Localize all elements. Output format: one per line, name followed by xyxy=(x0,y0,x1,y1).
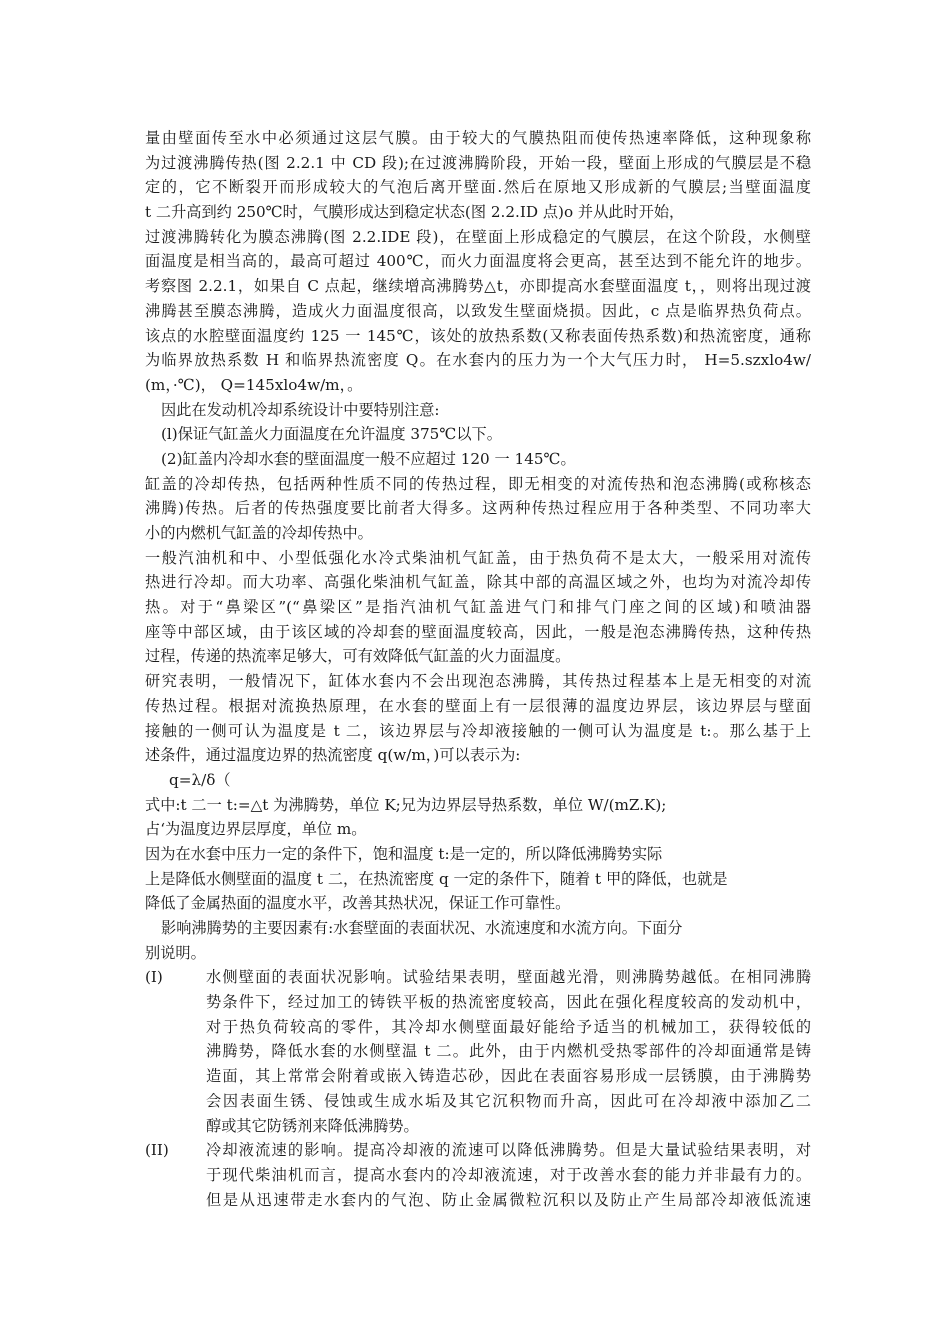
text-line: t 二升高到约 250℃时，气膜形成达到稳定状态(图 2.2.ID 点)o 并从此时开始， xyxy=(145,203,685,222)
document-page xyxy=(145,126,811,1212)
formula-line: q=λ/δ（ xyxy=(169,770,231,789)
text-line: 过程，传递的热流率足够大，可有效降低气缸盖的火力面温度。 xyxy=(145,647,571,666)
text-line: 小的内燃机气缸盖的冷却传热中。 xyxy=(145,524,373,542)
text-line: 冷却液流速的影响。提高冷却液的流速可以降低沸腾势。但是大量试验结果表明，对 xyxy=(206,1141,811,1160)
text-line: 述条件，通过温度边界的热流密度 q(w/m，)可以表示为: xyxy=(145,746,521,765)
text-line: 水侧壁面的表面状况影响。试验结果表明，壁面越光滑，则沸腾势越低。在相同沸腾 xyxy=(206,968,811,987)
text-line: 式中:t 二一 t:=△t 为沸腾势，单位 K;兄为边界层导热系数，单位 W/(mZ.K); xyxy=(145,795,667,814)
text-line: 考察图 2.2.1，如果自 C 点起，继续增高沸腾势△t，亦即提高水套壁面温度 t，，则将出现过渡 xyxy=(145,277,811,296)
text-line: 热。对于“鼻梁区”(“鼻梁区”是指汽油机气缸盖进气门和排气门座之间的区域)和喷油器 xyxy=(145,598,811,617)
list-item-number: (II) xyxy=(145,1141,169,1160)
text-line: 但是从迅速带走水套内的气泡、防止金属微粒沉积以及防止产生局部冷却液低流速 xyxy=(206,1190,811,1209)
text-line: 影响沸腾势的主要因素有:水套壁面的表面状况、水流速度和水流方向。下面分 xyxy=(161,919,683,937)
text-line: 降低了金属热面的温度水平，改善其热状况，保证工作可靠性。 xyxy=(145,894,571,913)
text-line: 醇或其它防锈剂来降低沸腾势。 xyxy=(206,1116,419,1135)
text-line: 接触的一侧可认为温度是 t 二，该边界层与冷却液接触的一侧可认为温度是 t:。那么基于上 xyxy=(145,721,811,740)
text-line: 因为在水套中压力一定的条件下，饱和温度 t:是一定的，所以降低沸腾势实际 xyxy=(145,844,663,863)
text-line: 过渡沸腾转化为膜态沸腾(图 2.2.IDE 段)，在壁面上形成稳定的气膜层，在这个阶段，水侧壁 xyxy=(145,227,811,246)
text-line: 一般汽油机和中、小型低强化水冷式柴油机气缸盖，由于热负荷不是太大，一般采用对流传 xyxy=(145,548,811,567)
text-line: 传热过程。根据对流换热原理，在水套的壁面上有一层很薄的温度边界层，该边界层与壁面 xyxy=(145,696,811,715)
text-line: 为过渡沸腾传热(图 2.2.1 中 CD 段);在过渡沸腾阶段，开始一段，壁面上形成的气膜层是不稳 xyxy=(145,153,811,172)
text-line: 别说明。 xyxy=(145,943,206,962)
text-line: 势条件下，经过加工的铸铁平板的热流密度较高，因此在强化程度较高的发动机中， xyxy=(206,993,811,1012)
text-line: 对于热负荷较高的零件，其冷却水侧壁面最好能给予适当的机械加工，获得较低的 xyxy=(206,1017,811,1036)
text-line: (l)保证气缸盖火力面温度在允许温度 375℃以下。 xyxy=(161,425,502,444)
text-line: 量由壁面传至水中必须通过这层气膜。由于较大的气膜热阻而使传热速率降低，这种现象称 xyxy=(145,129,811,147)
text-line: 热进行冷却。而大功率、高强化柴油机气缸盖，除其中部的高温区域之外，也均为对流冷却传 xyxy=(145,573,811,592)
text-line: 研究表明，一般情况下，缸体水套内不会出现泡态沸腾，其传热过程基本上是无相变的对流 xyxy=(145,672,811,691)
text-line: (m，·℃)， Q=145xlo4w/m，。 xyxy=(145,375,363,394)
text-line: 沸腾)传热。后者的传热强度要比前者大得多。这两种传热过程应用于各种类型、不同功率大 xyxy=(145,499,811,518)
list-item-number: (I) xyxy=(145,968,163,987)
text-line: 于现代柴油机而言，提高水套内的冷却液流速，对于改善水套的能力并非最有力的。 xyxy=(206,1165,811,1184)
text-line: 会因表面生锈、侵蚀或生成水垢及其它沉积物而升高，因此可在冷却液中添加乙二 xyxy=(206,1091,811,1110)
text-line: 为临界放热系数 H 和临界热流密度 Q。在水套内的压力为一个大气压力时， H=5.szxlo4w/ xyxy=(145,351,811,370)
list-item xyxy=(145,1138,811,1212)
text-line: 沸腾甚至膜态沸腾，造成火力面温度很高，以致发生壁面烧损。因此，c 点是临界热负荷点。 xyxy=(145,301,811,320)
text-line: 上是降低水侧壁面的温度 t 二，在热流密度 q 一定的条件下，随着 t 甲的降低，也就是 xyxy=(145,869,728,888)
text-line: 缸盖的冷却传热，包括两种性质不同的传热过程，即无相变的对流传热和泡态沸腾(或称核态 xyxy=(145,474,811,493)
text-line: 座等中部区域，由于该区域的冷却套的壁面温度较高，因此，一般是泡态沸腾传热，这种传热 xyxy=(145,622,811,641)
text-line: 占‘为温度边界层厚度，单位 m。 xyxy=(145,820,367,839)
text-line: 定的，它不断裂开而形成较大的气泡后离开壁面.然后在原地又形成新的气膜层;当壁面温度 xyxy=(145,178,811,197)
text-line: 面温度是相当高的，最高可超过 400℃，而火力面温度将会更高，甚至达到不能允许的地步。 xyxy=(145,252,811,271)
text-line: 造面，其上常常会附着或嵌入铸造芯砂，因此在表面容易形成一层锈膜，由于沸腾势 xyxy=(206,1067,811,1086)
text-line: (2)缸盖内冷却水套的壁面温度一般不应超过 120 一 145℃。 xyxy=(161,449,576,468)
text-line: 因此在发动机冷却系统设计中要特别注意: xyxy=(161,400,440,419)
text-line: 沸腾势，降低水套的水侧壁温 t 二。此外，由于内燃机受热零部件的冷却面通常是铸 xyxy=(206,1042,811,1061)
text-line: 该点的水腔壁面温度约 125 一 145℃，该处的放热系数(又称表面传热系数)和热流密度，通称 xyxy=(145,326,811,345)
list-item xyxy=(145,965,811,1138)
